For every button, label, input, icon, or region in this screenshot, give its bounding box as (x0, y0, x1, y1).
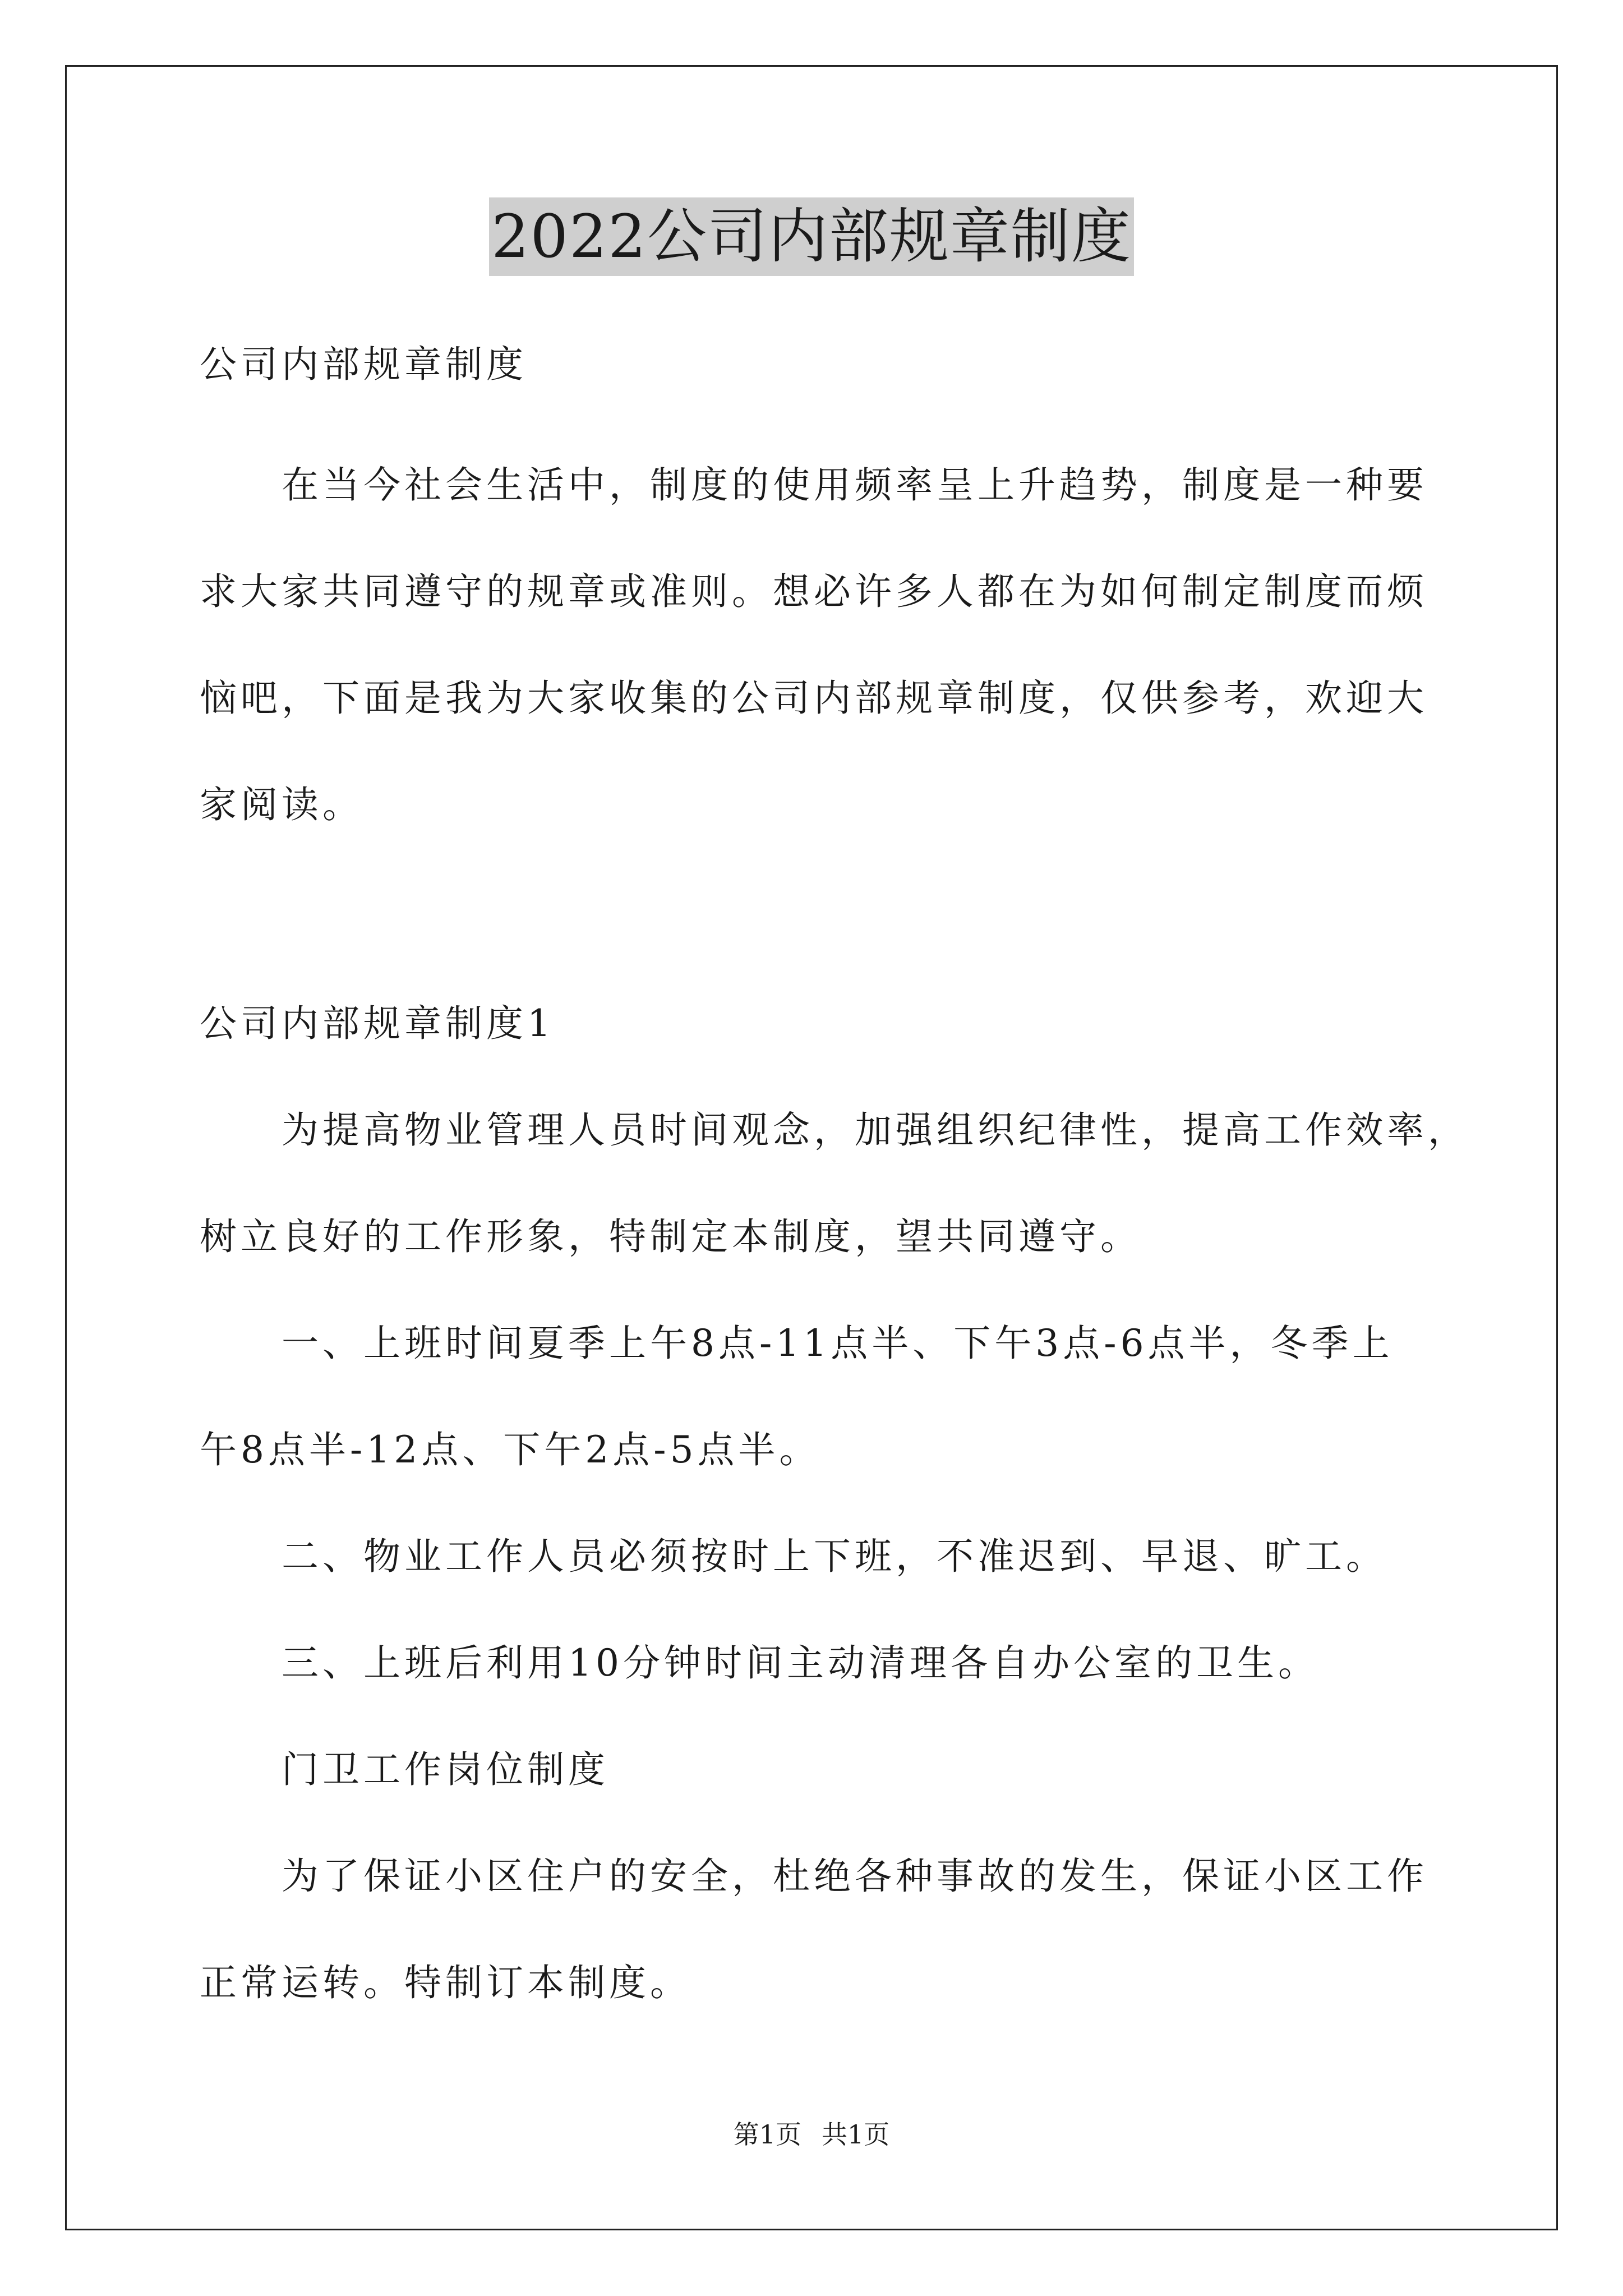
paragraph-line: 在当今社会生活中，制度的使用频率呈上升趋势，制度是一种要 (282, 463, 1428, 507)
paragraph-line: 午8点半-12点、下午2点-5点半。 (200, 1428, 820, 1471)
paragraph-line: 求大家共同遵守的规章或准则。想必许多人都在为如何制定制度而烦 (200, 570, 1428, 613)
title-container (0, 197, 1623, 276)
paragraph-line: 三、上班后利用10分钟时间主动清理各自办公室的卫生。 (282, 1641, 1319, 1685)
subsection-heading: 门卫工作岗位制度 (282, 1748, 609, 1791)
page-number-total: 共1页 (822, 2119, 890, 2150)
paragraph-line: 家阅读。 (200, 783, 363, 826)
document-title: 2022公司内部规章制度 (489, 197, 1134, 276)
page-number-current: 第1页 (733, 2119, 801, 2150)
paragraph-line: 正常运转。特制订本制度。 (200, 1961, 691, 2004)
page-footer (0, 2118, 1623, 2151)
paragraph-line: 恼吧，下面是我为大家收集的公司内部规章制度，仅供参考，欢迎大 (200, 677, 1428, 720)
paragraph-line: 二、物业工作人员必须按时上下班，不准迟到、早退、旷工。 (282, 1535, 1387, 1578)
paragraph-line: 为了保证小区住户的安全，杜绝各种事故的发生，保证小区工作 (282, 1855, 1428, 1898)
paragraph-line: 树立良好的工作形象，特制定本制度，望共同遵守。 (200, 1215, 1141, 1258)
section-heading: 公司内部规章制度 (200, 343, 527, 386)
paragraph-line: 一、上班时间夏季上午8点-11点半、下午3点-6点半，冬季上 (282, 1322, 1394, 1365)
paragraph-line: 为提高物业管理人员时间观念，加强组织纪律性，提高工作效率， (282, 1108, 1469, 1152)
section-heading: 公司内部规章制度1 (200, 1002, 555, 1045)
